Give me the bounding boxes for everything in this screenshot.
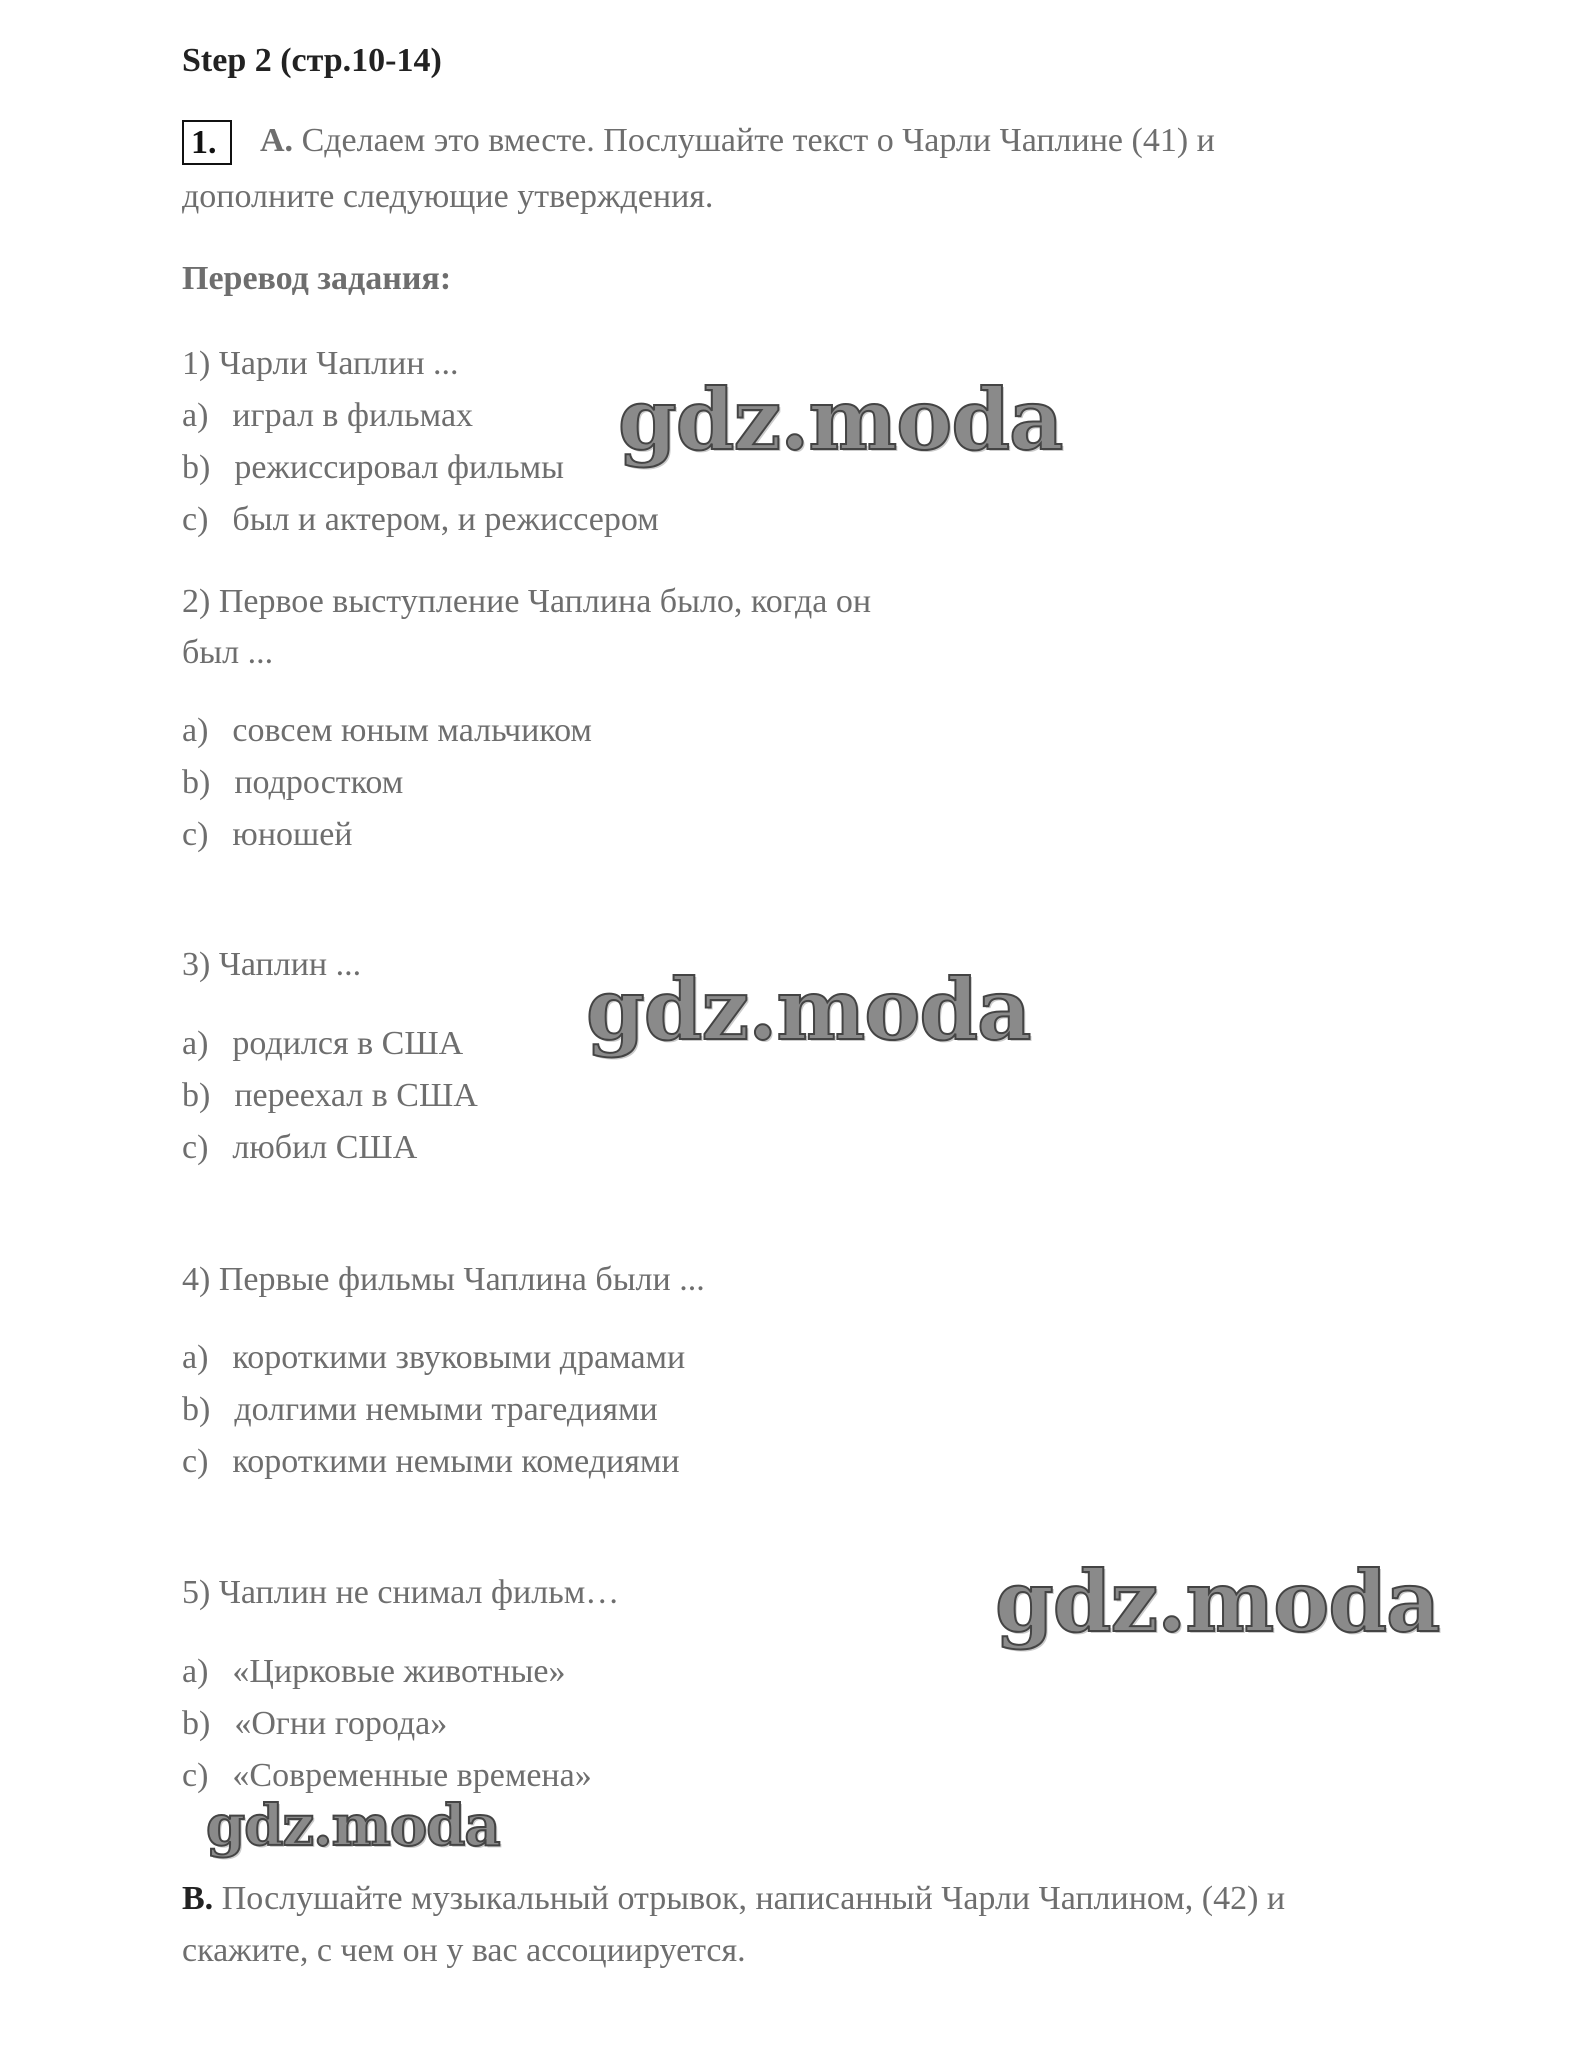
question-4-option-a	[182, 1339, 685, 1377]
option-marker: a)	[182, 712, 209, 749]
option-text: короткими немыми комедиями	[232, 1443, 680, 1480]
question-5-prompt: 5) Чаплин не снимал фильм…	[182, 1574, 620, 1611]
exercise-number: 1.	[191, 124, 217, 161]
watermark-logo: gdz.moda	[206, 1793, 500, 1859]
question-5-option-c	[182, 1757, 592, 1795]
option-marker: c)	[182, 1443, 209, 1480]
question-1-option-c	[182, 501, 659, 539]
question-2-option-b	[182, 764, 403, 802]
watermark-logo: gdz.moda	[618, 370, 1063, 469]
question-5-option-b	[182, 1705, 447, 1743]
question-1-option-a	[182, 397, 473, 435]
question-4-prompt: 4) Первые фильмы Чаплина были ...	[182, 1261, 705, 1298]
option-text: был и актером, и режиссером	[232, 501, 659, 538]
part-a-text-1: Сделаем это вместе. Послушайте текст о Чарли Чаплине (41) и	[301, 122, 1215, 159]
option-marker: b)	[182, 1705, 211, 1742]
option-marker: a)	[182, 1339, 209, 1376]
question-1-option-b	[182, 449, 564, 487]
option-text: подростком	[234, 764, 404, 801]
question-2-prompt-line-2: был ...	[182, 634, 274, 671]
option-text: «Огни города»	[234, 1705, 448, 1742]
option-text: «Современные времена»	[232, 1757, 592, 1794]
question-3-option-b	[182, 1077, 478, 1115]
question-2-option-a	[182, 712, 592, 750]
option-marker: c)	[182, 501, 209, 538]
question-3-option-c	[182, 1129, 417, 1167]
option-marker: b)	[182, 1391, 211, 1428]
option-text: переехал в США	[234, 1077, 478, 1114]
question-3-prompt: 3) Чаплин ...	[182, 946, 362, 983]
part-b-line-2: скажите, с чем он у вас ассоциируется.	[182, 1932, 746, 1969]
translation-heading: Перевод задания:	[182, 260, 452, 297]
part-b-text-1: Послушайте музыкальный отрывок, написанный Чарли Чаплином, (42) и	[221, 1880, 1286, 1917]
option-marker: a)	[182, 1653, 209, 1690]
question-2-option-c	[182, 816, 352, 854]
question-4-option-b	[182, 1391, 658, 1429]
page-heading: Step 2 (стр.10-14)	[182, 42, 442, 79]
option-text: родился в США	[232, 1025, 464, 1062]
question-1-prompt: 1) Чарли Чаплин ...	[182, 345, 459, 382]
exercise-number-box	[182, 120, 232, 165]
option-marker: b)	[182, 1077, 211, 1114]
exercise-a-line-2: дополните следующие утверждения.	[182, 178, 714, 215]
option-marker: c)	[182, 1129, 209, 1166]
part-a-label: A.	[260, 122, 294, 159]
question-5-option-a	[182, 1653, 566, 1691]
option-marker: b)	[182, 449, 211, 486]
question-2-prompt-line-1: 2) Первое выступление Чаплина было, когда он	[182, 583, 872, 620]
option-marker: a)	[182, 1025, 209, 1062]
option-text: совсем юным мальчиком	[232, 712, 592, 749]
option-marker: a)	[182, 397, 209, 434]
option-marker: c)	[182, 1757, 209, 1794]
question-4-option-c	[182, 1443, 680, 1481]
watermark-logo: gdz.moda	[586, 960, 1031, 1059]
part-b-line-1	[182, 1880, 1285, 1918]
part-b-label: B.	[182, 1880, 214, 1917]
question-3-option-a	[182, 1025, 463, 1063]
option-text: «Цирковые животные»	[232, 1653, 566, 1690]
option-text: любил США	[232, 1129, 418, 1166]
option-text: играл в фильмах	[232, 397, 474, 434]
exercise-a-line-1	[260, 122, 1215, 160]
watermark-logo: gdz.moda	[995, 1552, 1440, 1651]
option-marker: b)	[182, 764, 211, 801]
option-marker: c)	[182, 816, 209, 853]
option-text: долгими немыми трагедиями	[234, 1391, 658, 1428]
option-text: юношей	[232, 816, 353, 853]
option-text: короткими звуковыми драмами	[232, 1339, 686, 1376]
option-text: режиссировал фильмы	[234, 449, 565, 486]
